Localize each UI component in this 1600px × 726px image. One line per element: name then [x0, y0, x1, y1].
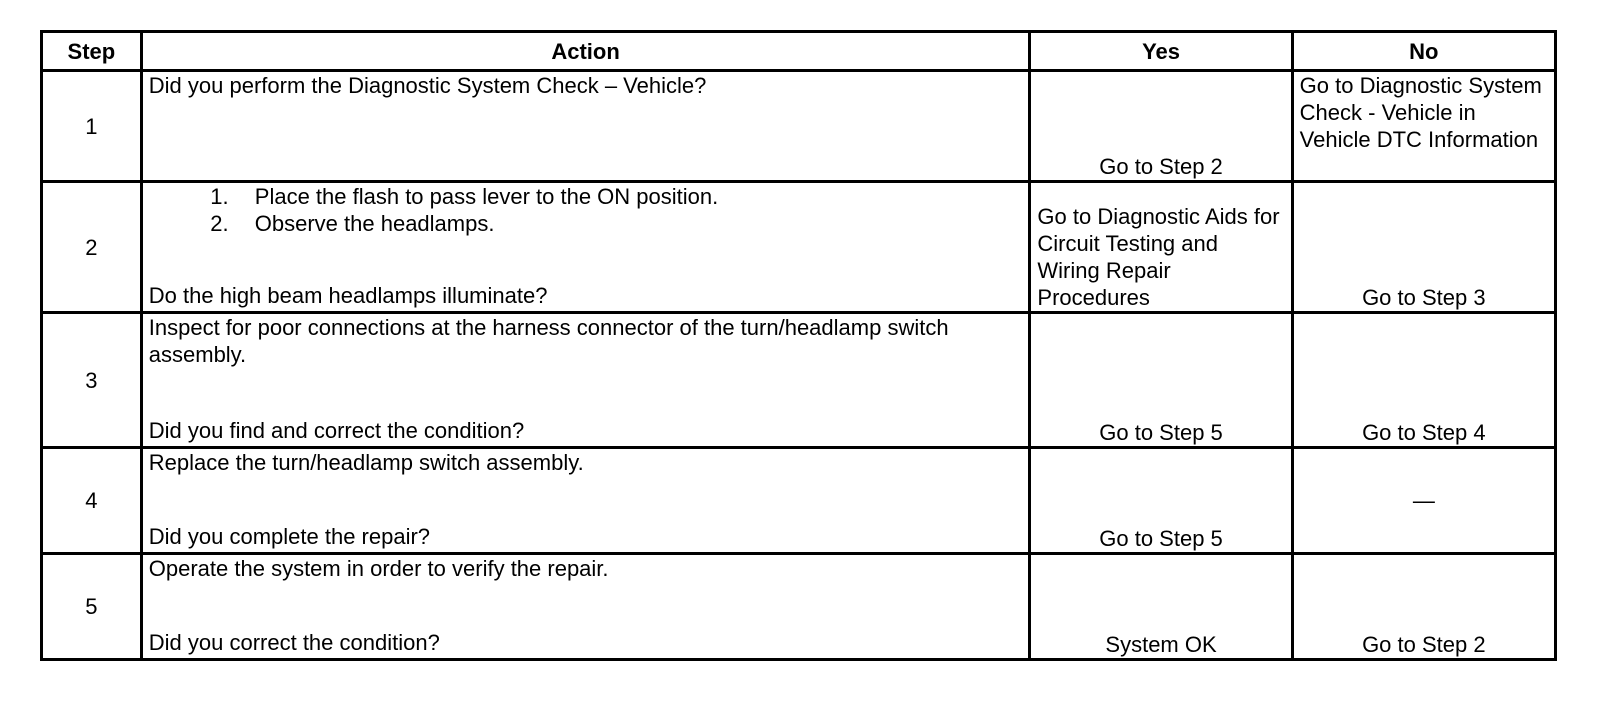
- step-number: 4: [42, 448, 142, 554]
- table-row: [42, 313, 1556, 448]
- header-action: Action: [141, 32, 1030, 71]
- yes-cell: Go to Diagnostic Aids for Circuit Testing and Wiring Repair Procedures: [1030, 182, 1292, 313]
- action-question: Did you correct the condition?: [148, 630, 440, 655]
- action-cell: [141, 448, 1030, 554]
- yes-cell: Go to Step 2: [1030, 71, 1292, 182]
- no-cell: —: [1292, 448, 1555, 554]
- action-question: Do the high beam headlamps illuminate?: [148, 283, 548, 308]
- table-row: [42, 71, 1556, 182]
- action-cell: [141, 182, 1030, 313]
- action-text: Did you perform the Diagnostic System Check – Vehicle?: [148, 73, 707, 98]
- yes-cell: Go to Step 5: [1030, 448, 1292, 554]
- action-cell: [141, 313, 1030, 448]
- header-no: No: [1292, 32, 1555, 71]
- action-question: Did you find and correct the condition?: [148, 418, 525, 443]
- action-list-item: 1. Place the flash to pass lever to the ON position.: [235, 183, 1023, 210]
- table-row: [42, 554, 1556, 660]
- step-number: 1: [42, 71, 142, 182]
- table-row: [42, 182, 1556, 313]
- action-text: Replace the turn/headlamp switch assembly.: [148, 450, 584, 475]
- step-number: 2: [42, 182, 142, 313]
- action-text: Inspect for poor connections at the harness connector of the turn/headlamp switch assembly.: [148, 315, 949, 367]
- header-step: Step: [42, 32, 142, 71]
- no-cell: Go to Step 4: [1292, 313, 1555, 448]
- yes-cell: Go to Step 5: [1030, 313, 1292, 448]
- action-list-item: 2. Observe the headlamps.: [235, 210, 1023, 237]
- action-list: [149, 183, 1023, 237]
- no-cell: Go to Step 3: [1292, 182, 1555, 313]
- action-cell: [141, 554, 1030, 660]
- no-cell: Go to Step 2: [1292, 554, 1555, 660]
- table-row: [42, 448, 1556, 554]
- step-number: 3: [42, 313, 142, 448]
- action-cell: [141, 71, 1030, 182]
- step-number: 5: [42, 554, 142, 660]
- action-text: Operate the system in order to verify the repair.: [148, 556, 609, 581]
- no-cell: Go to Diagnostic System Check - Vehicle in Vehicle DTC Information: [1292, 71, 1555, 182]
- yes-cell: System OK: [1030, 554, 1292, 660]
- table-header-row: [42, 32, 1556, 71]
- action-question: Did you complete the repair?: [148, 524, 431, 549]
- header-yes: Yes: [1030, 32, 1292, 71]
- diagnostic-table: [40, 30, 1557, 661]
